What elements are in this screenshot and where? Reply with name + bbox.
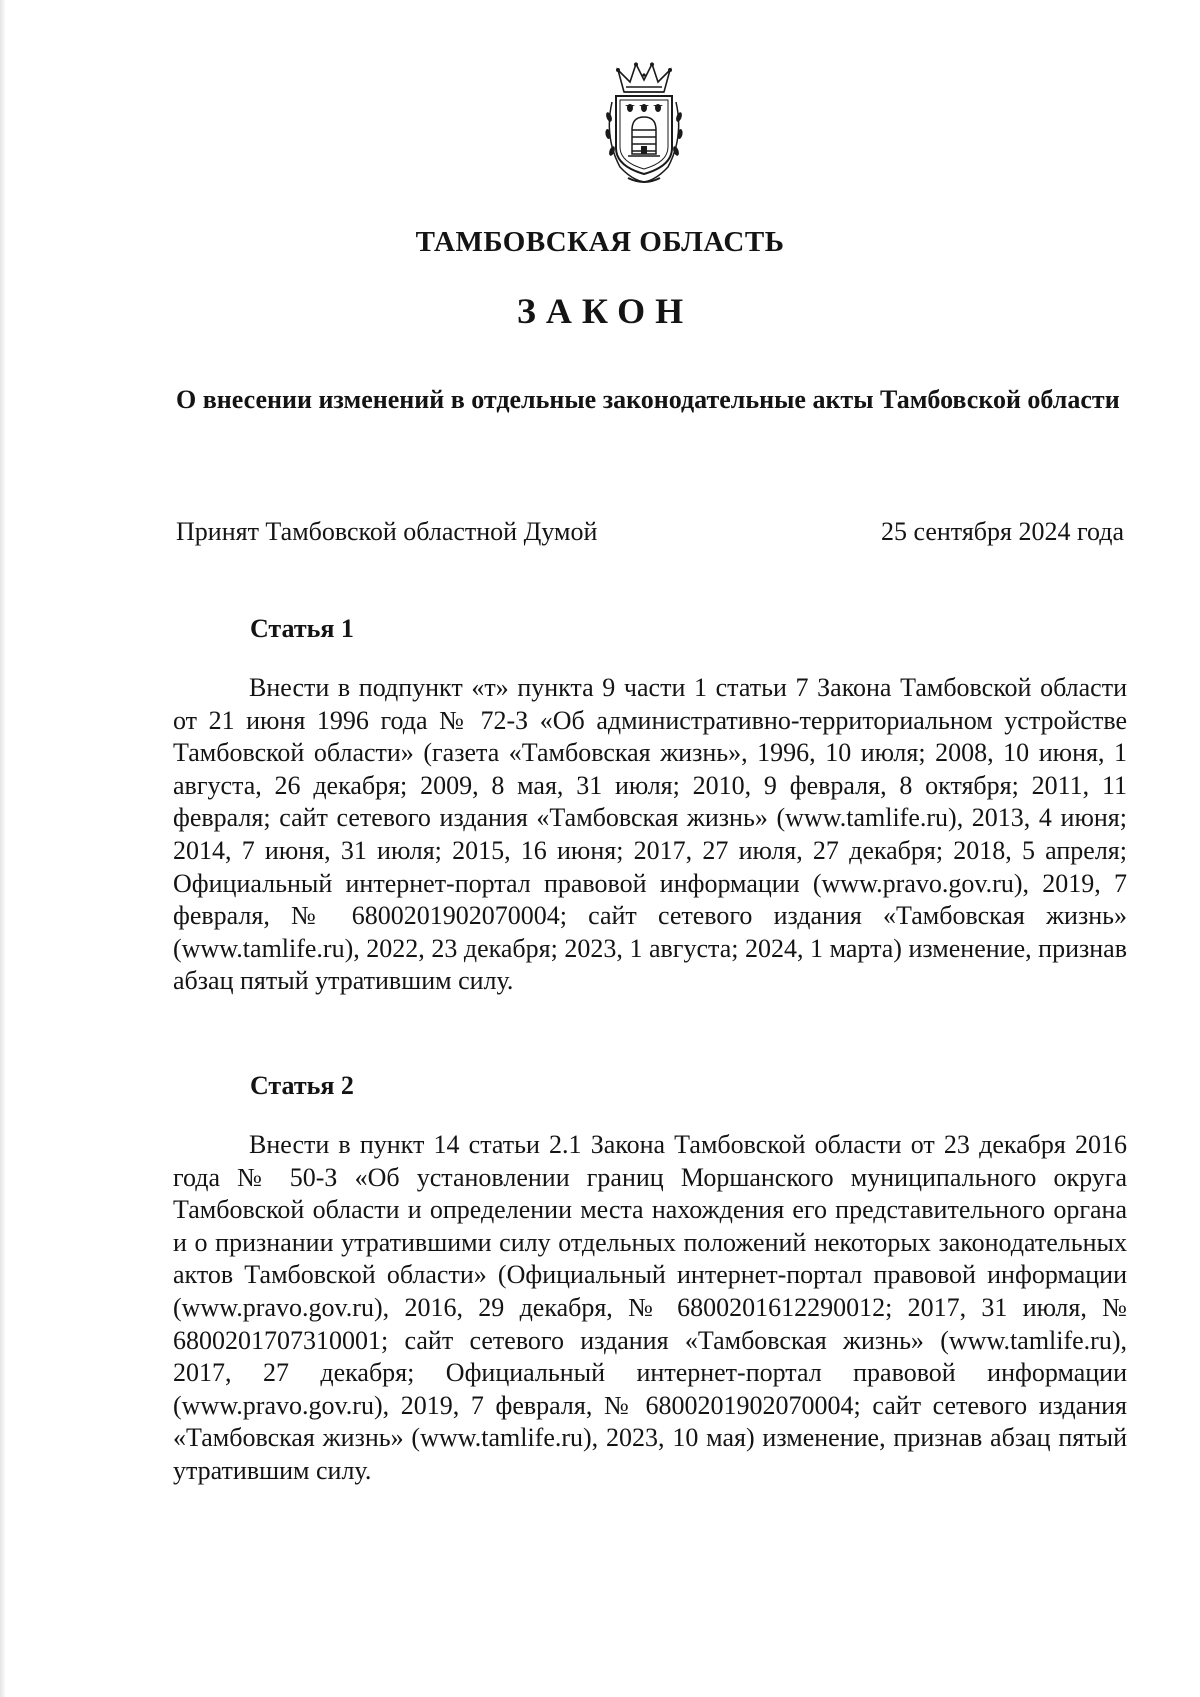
- article-2-text: Внести в пункт 14 статьи 2.1 Закона Тамбовской области от 23 декабря 2016 года № 50-З «Об установлении границ Моршанского муниципального округа Тамбовской области и определении места нахождения его представительного органа и о признании утратившими силу отдельных положений некоторых законодательных актов Тамбовской области» (Официальный интернет-портал правовой информации (www.pravo.gov.ru), 2016, 29 декабря, № 6800201612290012; 2017, 31 июля, № 6800201707310001; сайт сетевого издания «Тамбовская жизнь» (www.tamlife.ru), 2017, 27 декабря; Официальный интернет-портал правовой информации (www.pravo.gov.ru), 2019, 7 февраля, № 6800201902070004; сайт сетевого издания «Тамбовская жизнь» (www.tamlife.ru), 2023, 10 мая) изменение, признав абзац пятый утратившим силу.: [173, 1130, 1127, 1485]
- article-1-text: Внести в подпункт «т» пункта 9 части 1 статьи 7 Закона Тамбовской области от 21 июня 1996 года № 72-З «Об административно-территориальном устройстве Тамбовской области» (газета «Тамбовская жизнь», 1996, 10 июля; 2008, 10 июня, 1 августа, 26 декабря; 2009, 8 мая, 31 июля; 2010, 9 февраля, 8 октября; 2011, 11 февраля; сайт сетевого издания «Тамбовская жизнь» (www.tamlife.ru), 2013, 4 июня; 2014, 7 июня, 31 июля; 2015, 16 июня; 2017, 27 июля, 27 декабря; 2018, 5 апреля; Официальный интернет-портал правовой информации (www.pravo.gov.ru), 2019, 7 февраля, № 6800201902070004; сайт сетевого издания «Тамбовская жизнь» (www.tamlife.ru), 2022, 23 декабря; 2023, 1 августа; 2024, 1 марта) изменение, признав абзац пятый утратившим силу.: [173, 673, 1127, 996]
- article-1-heading: Статья 1: [250, 614, 354, 643]
- adopted-date: 25 сентября 2024 года: [880, 517, 1124, 546]
- adoption-info: [176, 517, 1124, 547]
- region-name: ТАМБОВСКАЯ ОБЛАСТЬ: [415, 226, 785, 258]
- law-title: О внесении изменений в отдельные законодательные акты Тамбовской области: [176, 385, 1120, 414]
- document-type: ЗАКОН: [516, 291, 694, 331]
- adopted-by: Принят Тамбовской областной Думой: [176, 517, 598, 546]
- article-2-heading: Статья 2: [250, 1071, 354, 1100]
- coat-of-arms-icon: [598, 62, 690, 188]
